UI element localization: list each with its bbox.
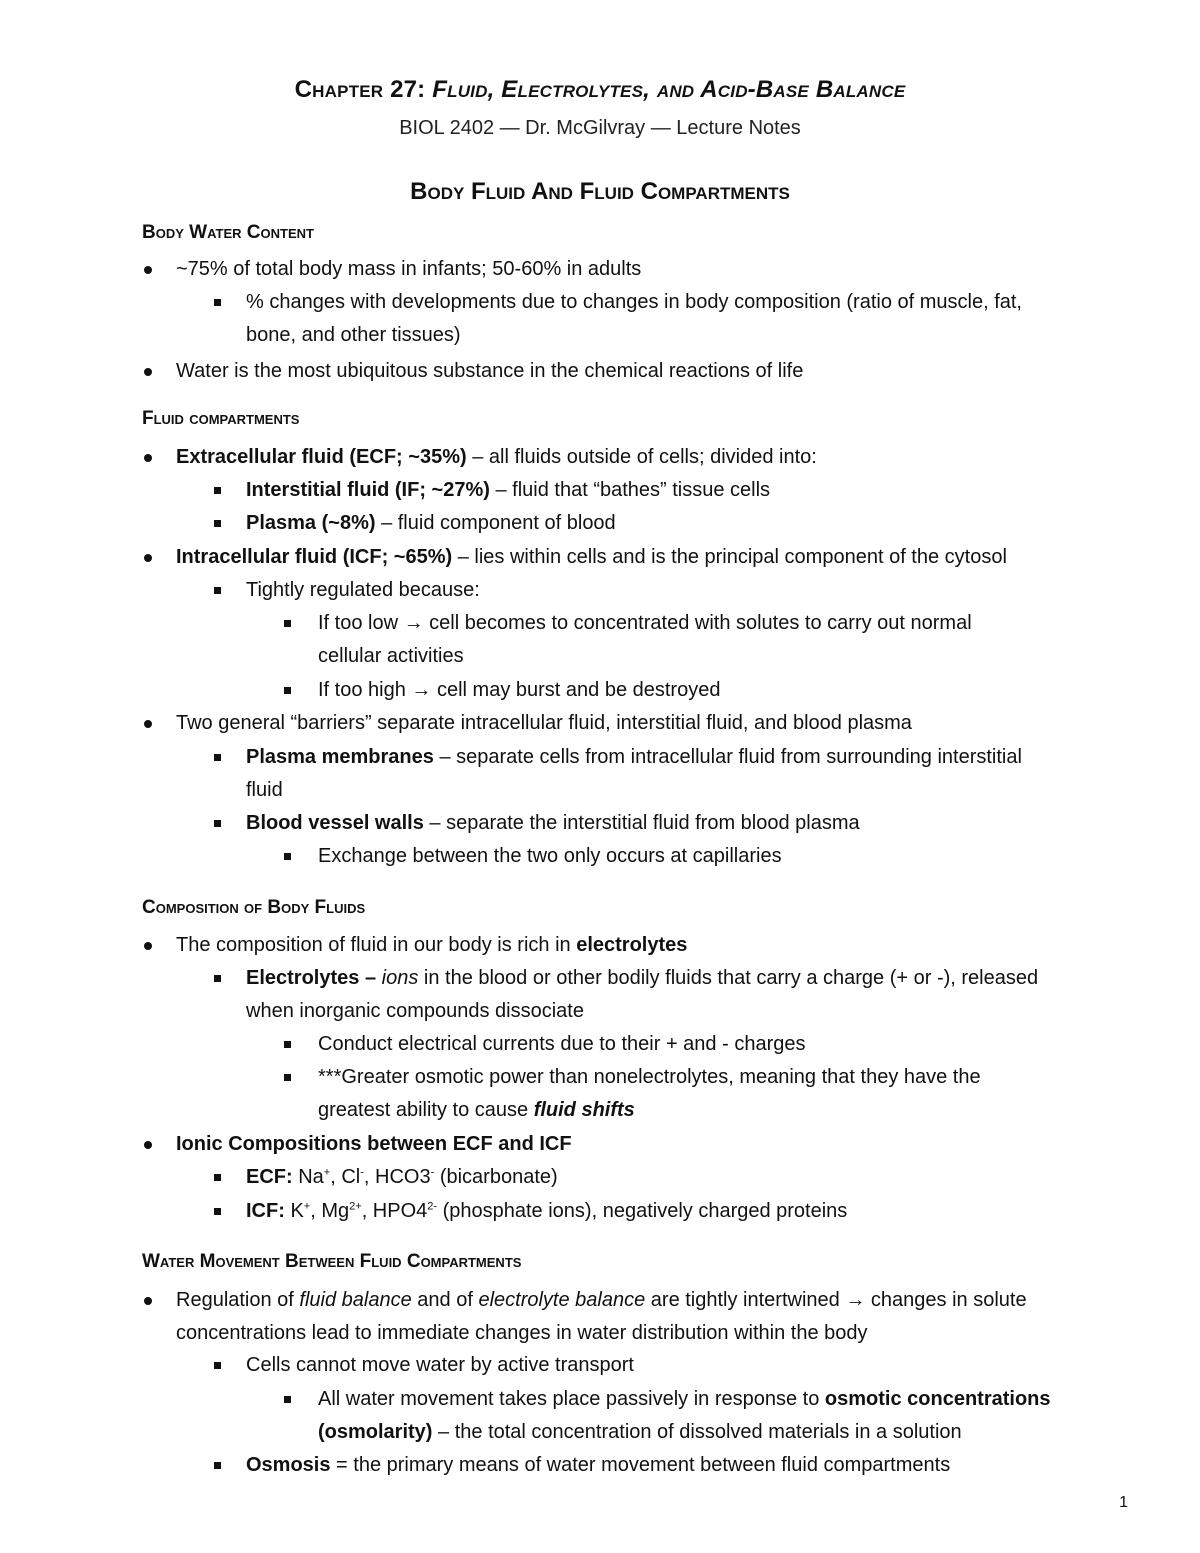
list-item: Water is the most ubiquitous substance in the chemical reactions of life bbox=[176, 360, 804, 382]
list-item-continued: (osmolarity) – the total concentration of dissolved materials in a solution bbox=[318, 1421, 962, 1443]
bullet-square bbox=[214, 299, 221, 306]
heading-water-content: Body Water Content bbox=[142, 222, 314, 243]
list-item: ICF: K+, $Mg^{2+}$, $HPO4^{2-}$ (phosphate ions), negatively charged proteins bbox=[246, 1200, 848, 1222]
list-item: ~75% of total body mass in infants; 50-60% in adults bbox=[176, 258, 642, 280]
bullet-square bbox=[284, 687, 291, 694]
list-item-continued: concentrations lead to immediate changes in water distribution within the body bbox=[176, 1322, 868, 1344]
bullet-square bbox=[214, 1208, 221, 1215]
course-subtitle: BIOL 2402 — Dr. McGilvray — Lecture Notes bbox=[399, 117, 801, 139]
list-item: The composition of fluid in our body is rich in electrolytes bbox=[176, 934, 688, 956]
list-item: Interstitial fluid (IF; ~27%) – fluid that “bathes” tissue cells bbox=[246, 479, 771, 501]
bullet-square bbox=[214, 487, 221, 494]
bullet-square bbox=[284, 853, 291, 860]
heading-water-movement: Water Movement Between Fluid Compartments bbox=[142, 1251, 522, 1272]
list-item: All water movement takes place passively in response to osmotic concentrations bbox=[318, 1388, 1051, 1410]
bullet-square bbox=[214, 820, 221, 827]
heading-composition: Composition of Body Fluids bbox=[142, 897, 366, 918]
list-item: Tightly regulated because: bbox=[246, 579, 480, 601]
list-item: Exchange between the two only occurs at capillaries bbox=[318, 845, 782, 867]
bullet-dot bbox=[144, 942, 152, 950]
bullet-square bbox=[284, 1396, 291, 1403]
list-item-continued: cellular activities bbox=[318, 645, 464, 667]
list-item-continued: when inorganic compounds dissociate bbox=[246, 1000, 584, 1022]
bullet-dot bbox=[144, 454, 152, 462]
bullet-dot bbox=[144, 1141, 152, 1149]
list-item: ***Greater osmotic power than nonelectrolytes, meaning that they have the bbox=[318, 1066, 981, 1088]
bullet-dot bbox=[144, 266, 152, 274]
bullet-square bbox=[284, 1074, 291, 1081]
bullet-dot bbox=[144, 1297, 152, 1305]
chapter-title: Chapter 27: Fluid, Electrolytes, and Acid-Base Balance bbox=[294, 76, 906, 103]
list-item-continued: greatest ability to cause fluid shifts bbox=[318, 1099, 635, 1121]
list-item: Regulation of fluid balance and of electrolyte balance are tightly intertwined → changes in solute bbox=[176, 1289, 1027, 1311]
heading-fluid-compartments: Fluid compartments bbox=[142, 408, 300, 429]
bullet-square bbox=[284, 620, 291, 627]
bullet-square bbox=[214, 1174, 221, 1181]
bullet-dot bbox=[144, 554, 152, 562]
arrow-icon: → bbox=[845, 1289, 866, 1311]
bullet-square bbox=[214, 520, 221, 527]
list-item: Conduct electrical currents due to their + and - charges bbox=[318, 1033, 806, 1055]
bullet-square bbox=[214, 975, 221, 982]
list-item: Osmosis = the primary means of water movement between fluid compartments bbox=[246, 1454, 951, 1476]
list-item: Cells cannot move water by active transport bbox=[246, 1354, 634, 1376]
list-item: Ionic Compositions between ECF and ICF bbox=[176, 1133, 572, 1155]
list-item-continued: bone, and other tissues) bbox=[246, 324, 461, 346]
list-item: ECF: Na+, Cl-, HCO3- (bicarbonate) bbox=[246, 1166, 558, 1188]
bullet-square bbox=[214, 1462, 221, 1469]
list-item: Plasma (~8%) – fluid component of blood bbox=[246, 512, 616, 534]
list-item: Two general “barriers” separate intracellular fluid, interstitial fluid, and blood plasma bbox=[176, 712, 912, 734]
list-item: Intracellular fluid (ICF; ~65%) – lies within cells and is the principal component of the cytosol bbox=[176, 546, 1007, 568]
page-number: 1 bbox=[1119, 1494, 1128, 1511]
list-item: % changes with developments due to changes in body composition (ratio of muscle, fat, bbox=[246, 291, 1022, 313]
list-item: If too low → cell becomes to concentrated with solutes to carry out normal bbox=[318, 612, 972, 634]
list-item: Electrolytes – ions in the blood or other bodily fluids that carry a charge (+ or -), released bbox=[246, 967, 1039, 989]
list-item: Blood vessel walls – separate the interstitial fluid from blood plasma bbox=[246, 812, 860, 834]
list-item: If too high → cell may burst and be destroyed bbox=[318, 679, 721, 701]
list-item: Plasma membranes – separate cells from intracellular fluid from surrounding interstitial bbox=[246, 746, 1022, 768]
bullet-dot bbox=[144, 720, 152, 728]
section-title: Body Fluid And Fluid Compartments bbox=[410, 178, 790, 205]
list-item-continued: fluid bbox=[246, 779, 283, 801]
arrow-icon: → bbox=[411, 679, 432, 701]
bullet-dot bbox=[144, 368, 152, 376]
bullet-square bbox=[214, 1362, 221, 1369]
bullet-square bbox=[214, 754, 221, 761]
list-item: Extracellular fluid (ECF; ~35%) – all fluids outside of cells; divided into: bbox=[176, 446, 817, 468]
bullet-square bbox=[214, 587, 221, 594]
bullet-square bbox=[284, 1041, 291, 1048]
arrow-icon: → bbox=[403, 612, 424, 634]
